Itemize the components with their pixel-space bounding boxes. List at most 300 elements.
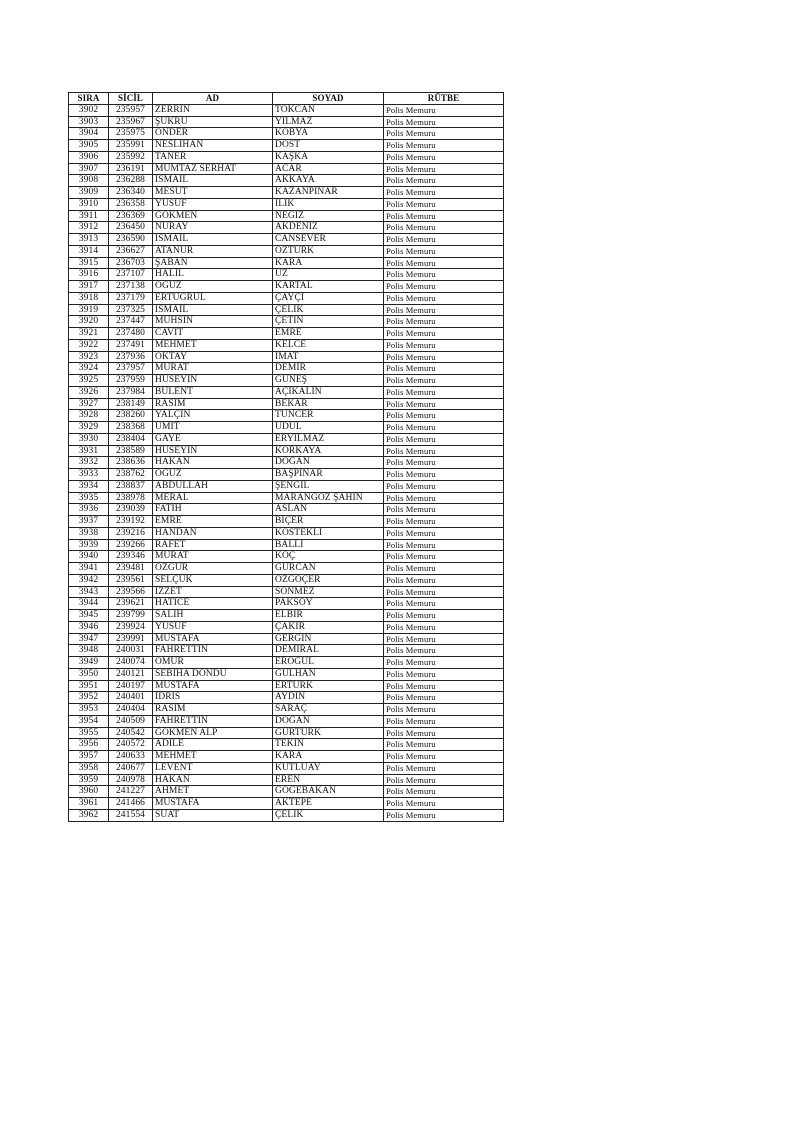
cell-sira: 3917: [69, 281, 109, 293]
cell-rutbe: Polis Memuru: [384, 386, 504, 398]
cell-rutbe: Polis Memuru: [384, 151, 504, 163]
cell-sira: 3940: [69, 551, 109, 563]
cell-sicil: 239924: [109, 621, 153, 633]
cell-rutbe: Polis Memuru: [384, 504, 504, 516]
cell-soyad: AKDENİZ: [273, 222, 384, 234]
cell-rutbe: Polis Memuru: [384, 257, 504, 269]
cell-sira: 3934: [69, 480, 109, 492]
cell-sira: 3933: [69, 469, 109, 481]
cell-soyad: DOST: [273, 140, 384, 152]
cell-sira: 3961: [69, 798, 109, 810]
cell-soyad: TOKCAN: [273, 104, 384, 116]
cell-sicil: 240509: [109, 715, 153, 727]
cell-sira: 3909: [69, 187, 109, 199]
cell-sira: 3949: [69, 657, 109, 669]
personnel-list-sheet: [68, 92, 503, 822]
cell-ad: YUSUF: [153, 621, 273, 633]
cell-ad: MUSTAFA: [153, 798, 273, 810]
cell-sicil: 236627: [109, 245, 153, 257]
cell-ad: YUSUF: [153, 198, 273, 210]
cell-sira: 3920: [69, 316, 109, 328]
cell-sicil: 237447: [109, 316, 153, 328]
cell-sicil: 236358: [109, 198, 153, 210]
cell-ad: MEHMET: [153, 751, 273, 763]
cell-ad: YALÇIN: [153, 410, 273, 422]
cell-sicil: 238636: [109, 457, 153, 469]
cell-sira: 3960: [69, 786, 109, 798]
cell-ad: İSMAİL: [153, 175, 273, 187]
cell-sicil: 235957: [109, 104, 153, 116]
table-row: [69, 610, 504, 622]
cell-ad: EMRE: [153, 516, 273, 528]
table-row: [69, 809, 504, 821]
table-row: [69, 175, 504, 187]
cell-rutbe: Polis Memuru: [384, 269, 504, 281]
cell-sicil: 238368: [109, 422, 153, 434]
table-header: [69, 93, 504, 105]
cell-sira: 3931: [69, 445, 109, 457]
cell-sira: 3929: [69, 422, 109, 434]
cell-sicil: 239566: [109, 586, 153, 598]
cell-rutbe: Polis Memuru: [384, 645, 504, 657]
cell-rutbe: Polis Memuru: [384, 774, 504, 786]
cell-soyad: KELCE: [273, 339, 384, 351]
cell-soyad: KARA: [273, 257, 384, 269]
cell-sicil: 235967: [109, 116, 153, 128]
cell-sira: 3916: [69, 269, 109, 281]
cell-ad: ŞABAN: [153, 257, 273, 269]
cell-soyad: BAŞPINAR: [273, 469, 384, 481]
cell-sira: 3926: [69, 386, 109, 398]
cell-sicil: 237107: [109, 269, 153, 281]
cell-sira: 3910: [69, 198, 109, 210]
cell-ad: GÖKMEN ALP: [153, 727, 273, 739]
cell-ad: İSMAİL: [153, 304, 273, 316]
cell-sira: 3936: [69, 504, 109, 516]
cell-sira: 3922: [69, 339, 109, 351]
cell-soyad: EMRE: [273, 328, 384, 340]
cell-sira: 3941: [69, 563, 109, 575]
cell-ad: ÜMİT: [153, 422, 273, 434]
cell-sicil: 236450: [109, 222, 153, 234]
cell-rutbe: Polis Memuru: [384, 727, 504, 739]
cell-rutbe: Polis Memuru: [384, 304, 504, 316]
cell-sicil: 237491: [109, 339, 153, 351]
cell-rutbe: Polis Memuru: [384, 563, 504, 575]
cell-rutbe: Polis Memuru: [384, 621, 504, 633]
cell-soyad: ÇELİK: [273, 304, 384, 316]
cell-sira: 3918: [69, 292, 109, 304]
cell-ad: MURAT: [153, 551, 273, 563]
cell-ad: ADİLE: [153, 739, 273, 751]
cell-ad: HANDAN: [153, 527, 273, 539]
cell-sira: 3946: [69, 621, 109, 633]
cell-sira: 3944: [69, 598, 109, 610]
cell-rutbe: Polis Memuru: [384, 140, 504, 152]
cell-ad: TANER: [153, 151, 273, 163]
table-row: [69, 281, 504, 293]
cell-rutbe: Polis Memuru: [384, 715, 504, 727]
cell-rutbe: Polis Memuru: [384, 516, 504, 528]
cell-soyad: GÜLHAN: [273, 668, 384, 680]
table-row: [69, 586, 504, 598]
table-row: [69, 163, 504, 175]
table-row: [69, 140, 504, 152]
cell-rutbe: Polis Memuru: [384, 163, 504, 175]
cell-rutbe: Polis Memuru: [384, 445, 504, 457]
cell-ad: HALİL: [153, 269, 273, 281]
cell-sira: 3915: [69, 257, 109, 269]
cell-rutbe: Polis Memuru: [384, 469, 504, 481]
cell-sira: 3911: [69, 210, 109, 222]
cell-sicil: 237325: [109, 304, 153, 316]
cell-sira: 3945: [69, 610, 109, 622]
cell-sicil: 238978: [109, 492, 153, 504]
cell-sira: 3923: [69, 351, 109, 363]
cell-sicil: 238404: [109, 433, 153, 445]
cell-sicil: 239192: [109, 516, 153, 528]
cell-rutbe: Polis Memuru: [384, 751, 504, 763]
cell-soyad: İLİK: [273, 198, 384, 210]
cell-rutbe: Polis Memuru: [384, 328, 504, 340]
personnel-table: [68, 92, 504, 822]
cell-soyad: KAZANPINAR: [273, 187, 384, 199]
cell-rutbe: Polis Memuru: [384, 292, 504, 304]
cell-soyad: ÇETİN: [273, 316, 384, 328]
cell-soyad: DOĞAN: [273, 457, 384, 469]
cell-ad: MUHSİN: [153, 316, 273, 328]
table-row: [69, 692, 504, 704]
table-row: [69, 539, 504, 551]
table-row: [69, 668, 504, 680]
cell-sicil: 240572: [109, 739, 153, 751]
cell-rutbe: Polis Memuru: [384, 809, 504, 821]
cell-soyad: KOÇ: [273, 551, 384, 563]
cell-rutbe: Polis Memuru: [384, 598, 504, 610]
cell-soyad: YILMAZ: [273, 116, 384, 128]
cell-sicil: 238837: [109, 480, 153, 492]
cell-ad: SALİH: [153, 610, 273, 622]
cell-rutbe: Polis Memuru: [384, 222, 504, 234]
cell-ad: ABDULLAH: [153, 480, 273, 492]
cell-ad: MERAL: [153, 492, 273, 504]
table-row: [69, 680, 504, 692]
cell-sira: 3955: [69, 727, 109, 739]
table-row: [69, 516, 504, 528]
cell-soyad: GÜRTÜRK: [273, 727, 384, 739]
header-rutbe: RÜTBE: [384, 93, 504, 105]
cell-soyad: KUTLUAY: [273, 762, 384, 774]
cell-sira: 3937: [69, 516, 109, 528]
cell-ad: ÖNDER: [153, 128, 273, 140]
cell-soyad: AYDIN: [273, 692, 384, 704]
cell-soyad: DEMİR: [273, 363, 384, 375]
cell-sicil: 240121: [109, 668, 153, 680]
cell-ad: GAYE: [153, 433, 273, 445]
table-row: [69, 798, 504, 810]
cell-rutbe: Polis Memuru: [384, 739, 504, 751]
cell-soyad: İMAT: [273, 351, 384, 363]
table-row: [69, 363, 504, 375]
cell-rutbe: Polis Memuru: [384, 692, 504, 704]
cell-sicil: 238589: [109, 445, 153, 457]
cell-soyad: PAKSOY: [273, 598, 384, 610]
cell-ad: OĞUZ: [153, 281, 273, 293]
cell-sicil: 239216: [109, 527, 153, 539]
cell-sicil: 237179: [109, 292, 153, 304]
header-soyad: SOYAD: [273, 93, 384, 105]
cell-rutbe: Polis Memuru: [384, 128, 504, 140]
table-row: [69, 657, 504, 669]
cell-ad: GÖKMEN: [153, 210, 273, 222]
table-row: [69, 563, 504, 575]
cell-soyad: ERTÜRK: [273, 680, 384, 692]
cell-rutbe: Polis Memuru: [384, 668, 504, 680]
cell-rutbe: Polis Memuru: [384, 422, 504, 434]
cell-sicil: 236369: [109, 210, 153, 222]
cell-rutbe: Polis Memuru: [384, 351, 504, 363]
cell-soyad: ELBİR: [273, 610, 384, 622]
cell-sicil: 236191: [109, 163, 153, 175]
cell-sira: 3935: [69, 492, 109, 504]
cell-soyad: ÇAYÇI: [273, 292, 384, 304]
cell-rutbe: Polis Memuru: [384, 704, 504, 716]
cell-ad: HATİCE: [153, 598, 273, 610]
table-row: [69, 598, 504, 610]
cell-ad: SELÇUK: [153, 574, 273, 586]
cell-soyad: ÇELİK: [273, 809, 384, 821]
cell-sira: 3957: [69, 751, 109, 763]
cell-rutbe: Polis Memuru: [384, 198, 504, 210]
cell-rutbe: Polis Memuru: [384, 281, 504, 293]
cell-sicil: 239621: [109, 598, 153, 610]
cell-sicil: 238149: [109, 398, 153, 410]
cell-sira: 3942: [69, 574, 109, 586]
cell-ad: ZERRİN: [153, 104, 273, 116]
cell-ad: MEHMET: [153, 339, 273, 351]
cell-ad: HÜSEYİN: [153, 375, 273, 387]
table-row: [69, 316, 504, 328]
cell-rutbe: Polis Memuru: [384, 610, 504, 622]
table-row: [69, 328, 504, 340]
table-row: [69, 198, 504, 210]
table-row: [69, 398, 504, 410]
table-row: [69, 292, 504, 304]
cell-sicil: 237480: [109, 328, 153, 340]
header-sira: SIRA: [69, 93, 109, 105]
cell-ad: ŞÜKRÜ: [153, 116, 273, 128]
cell-ad: RASİM: [153, 704, 273, 716]
cell-ad: LEVENT: [153, 762, 273, 774]
cell-ad: NESLİHAN: [153, 140, 273, 152]
cell-sicil: 236703: [109, 257, 153, 269]
cell-ad: FAHRETTİN: [153, 715, 273, 727]
table-row: [69, 774, 504, 786]
cell-sicil: 240542: [109, 727, 153, 739]
cell-sira: 3943: [69, 586, 109, 598]
cell-sira: 3914: [69, 245, 109, 257]
cell-sira: 3928: [69, 410, 109, 422]
cell-soyad: ÖZTÜRK: [273, 245, 384, 257]
cell-ad: AHMET: [153, 786, 273, 798]
cell-sicil: 237959: [109, 375, 153, 387]
cell-sira: 3924: [69, 363, 109, 375]
cell-sira: 3912: [69, 222, 109, 234]
cell-rutbe: Polis Memuru: [384, 210, 504, 222]
table-body: [69, 104, 504, 821]
cell-soyad: NEGİZ: [273, 210, 384, 222]
cell-sira: 3907: [69, 163, 109, 175]
cell-sira: 3939: [69, 539, 109, 551]
cell-rutbe: Polis Memuru: [384, 551, 504, 563]
cell-sicil: 239266: [109, 539, 153, 551]
table-row: [69, 492, 504, 504]
cell-soyad: KOBYA: [273, 128, 384, 140]
cell-sicil: 240978: [109, 774, 153, 786]
cell-soyad: GERGİN: [273, 633, 384, 645]
cell-sira: 3903: [69, 116, 109, 128]
cell-sira: 3904: [69, 128, 109, 140]
cell-ad: FAHRETTİN: [153, 645, 273, 657]
cell-sira: 3902: [69, 104, 109, 116]
cell-rutbe: Polis Memuru: [384, 375, 504, 387]
cell-ad: CAVİT: [153, 328, 273, 340]
cell-ad: MUSTAFA: [153, 633, 273, 645]
cell-ad: HAKAN: [153, 774, 273, 786]
cell-rutbe: Polis Memuru: [384, 786, 504, 798]
cell-soyad: AKKAYA: [273, 175, 384, 187]
cell-sicil: 240074: [109, 657, 153, 669]
cell-rutbe: Polis Memuru: [384, 798, 504, 810]
cell-rutbe: Polis Memuru: [384, 492, 504, 504]
cell-soyad: AÇIKALIN: [273, 386, 384, 398]
cell-ad: RAFET: [153, 539, 273, 551]
cell-soyad: TUNCER: [273, 410, 384, 422]
table-row: [69, 410, 504, 422]
table-row: [69, 422, 504, 434]
table-row: [69, 210, 504, 222]
cell-sira: 3954: [69, 715, 109, 727]
cell-sicil: 236288: [109, 175, 153, 187]
cell-rutbe: Polis Memuru: [384, 410, 504, 422]
cell-sicil: 238260: [109, 410, 153, 422]
cell-soyad: ÖZGÖÇER: [273, 574, 384, 586]
cell-ad: İSMAİL: [153, 234, 273, 246]
table-row: [69, 715, 504, 727]
table-row: [69, 151, 504, 163]
table-row: [69, 551, 504, 563]
cell-sicil: 237984: [109, 386, 153, 398]
table-row: [69, 621, 504, 633]
cell-sicil: 235992: [109, 151, 153, 163]
cell-sira: 3908: [69, 175, 109, 187]
cell-ad: ERTUĞRUL: [153, 292, 273, 304]
header-sicil: SİCİL: [109, 93, 153, 105]
cell-ad: NURAY: [153, 222, 273, 234]
cell-ad: MÜMTAZ SERHAT: [153, 163, 273, 175]
cell-sira: 3925: [69, 375, 109, 387]
table-row: [69, 574, 504, 586]
cell-sira: 3930: [69, 433, 109, 445]
cell-sicil: 240031: [109, 645, 153, 657]
cell-sira: 3956: [69, 739, 109, 751]
cell-rutbe: Polis Memuru: [384, 680, 504, 692]
cell-soyad: KARTAL: [273, 281, 384, 293]
cell-sicil: 239039: [109, 504, 153, 516]
table-row: [69, 633, 504, 645]
cell-sira: 3948: [69, 645, 109, 657]
cell-rutbe: Polis Memuru: [384, 175, 504, 187]
cell-ad: İDRİS: [153, 692, 273, 704]
table-row: [69, 527, 504, 539]
cell-rutbe: Polis Memuru: [384, 104, 504, 116]
cell-sicil: 239991: [109, 633, 153, 645]
cell-soyad: KAŞKA: [273, 151, 384, 163]
cell-rutbe: Polis Memuru: [384, 187, 504, 199]
table-row: [69, 269, 504, 281]
cell-sira: 3913: [69, 234, 109, 246]
cell-sicil: 237957: [109, 363, 153, 375]
cell-ad: SUAT: [153, 809, 273, 821]
cell-ad: ATANUR: [153, 245, 273, 257]
cell-soyad: MARANGOZ ŞAHİN: [273, 492, 384, 504]
cell-rutbe: Polis Memuru: [384, 480, 504, 492]
cell-sira: 3906: [69, 151, 109, 163]
table-row: [69, 245, 504, 257]
cell-rutbe: Polis Memuru: [384, 657, 504, 669]
cell-sicil: 235975: [109, 128, 153, 140]
cell-ad: İZZET: [153, 586, 273, 598]
cell-soyad: BALLI: [273, 539, 384, 551]
cell-sicil: 241466: [109, 798, 153, 810]
cell-sira: 3905: [69, 140, 109, 152]
cell-soyad: ASLAN: [273, 504, 384, 516]
table-row: [69, 751, 504, 763]
cell-soyad: ŞENGİL: [273, 480, 384, 492]
cell-sira: 3952: [69, 692, 109, 704]
cell-soyad: KARA: [273, 751, 384, 763]
cell-sira: 3953: [69, 704, 109, 716]
cell-rutbe: Polis Memuru: [384, 234, 504, 246]
cell-sira: 3962: [69, 809, 109, 821]
cell-sira: 3927: [69, 398, 109, 410]
header-row: [69, 93, 504, 105]
cell-rutbe: Polis Memuru: [384, 539, 504, 551]
cell-soyad: TEKİN: [273, 739, 384, 751]
table-row: [69, 727, 504, 739]
cell-soyad: BEKAR: [273, 398, 384, 410]
table-row: [69, 128, 504, 140]
table-row: [69, 457, 504, 469]
cell-ad: MURAT: [153, 363, 273, 375]
cell-sicil: 239481: [109, 563, 153, 575]
table-row: [69, 187, 504, 199]
cell-rutbe: Polis Memuru: [384, 457, 504, 469]
cell-sicil: 240404: [109, 704, 153, 716]
cell-soyad: KÖSTEKLİ: [273, 527, 384, 539]
table-row: [69, 339, 504, 351]
cell-rutbe: Polis Memuru: [384, 574, 504, 586]
table-row: [69, 257, 504, 269]
cell-sicil: 240677: [109, 762, 153, 774]
cell-sira: 3932: [69, 457, 109, 469]
cell-sira: 3921: [69, 328, 109, 340]
cell-sicil: 237138: [109, 281, 153, 293]
cell-ad: BÜLENT: [153, 386, 273, 398]
table-row: [69, 222, 504, 234]
cell-sicil: 241554: [109, 809, 153, 821]
cell-soyad: KÖRKAYA: [273, 445, 384, 457]
